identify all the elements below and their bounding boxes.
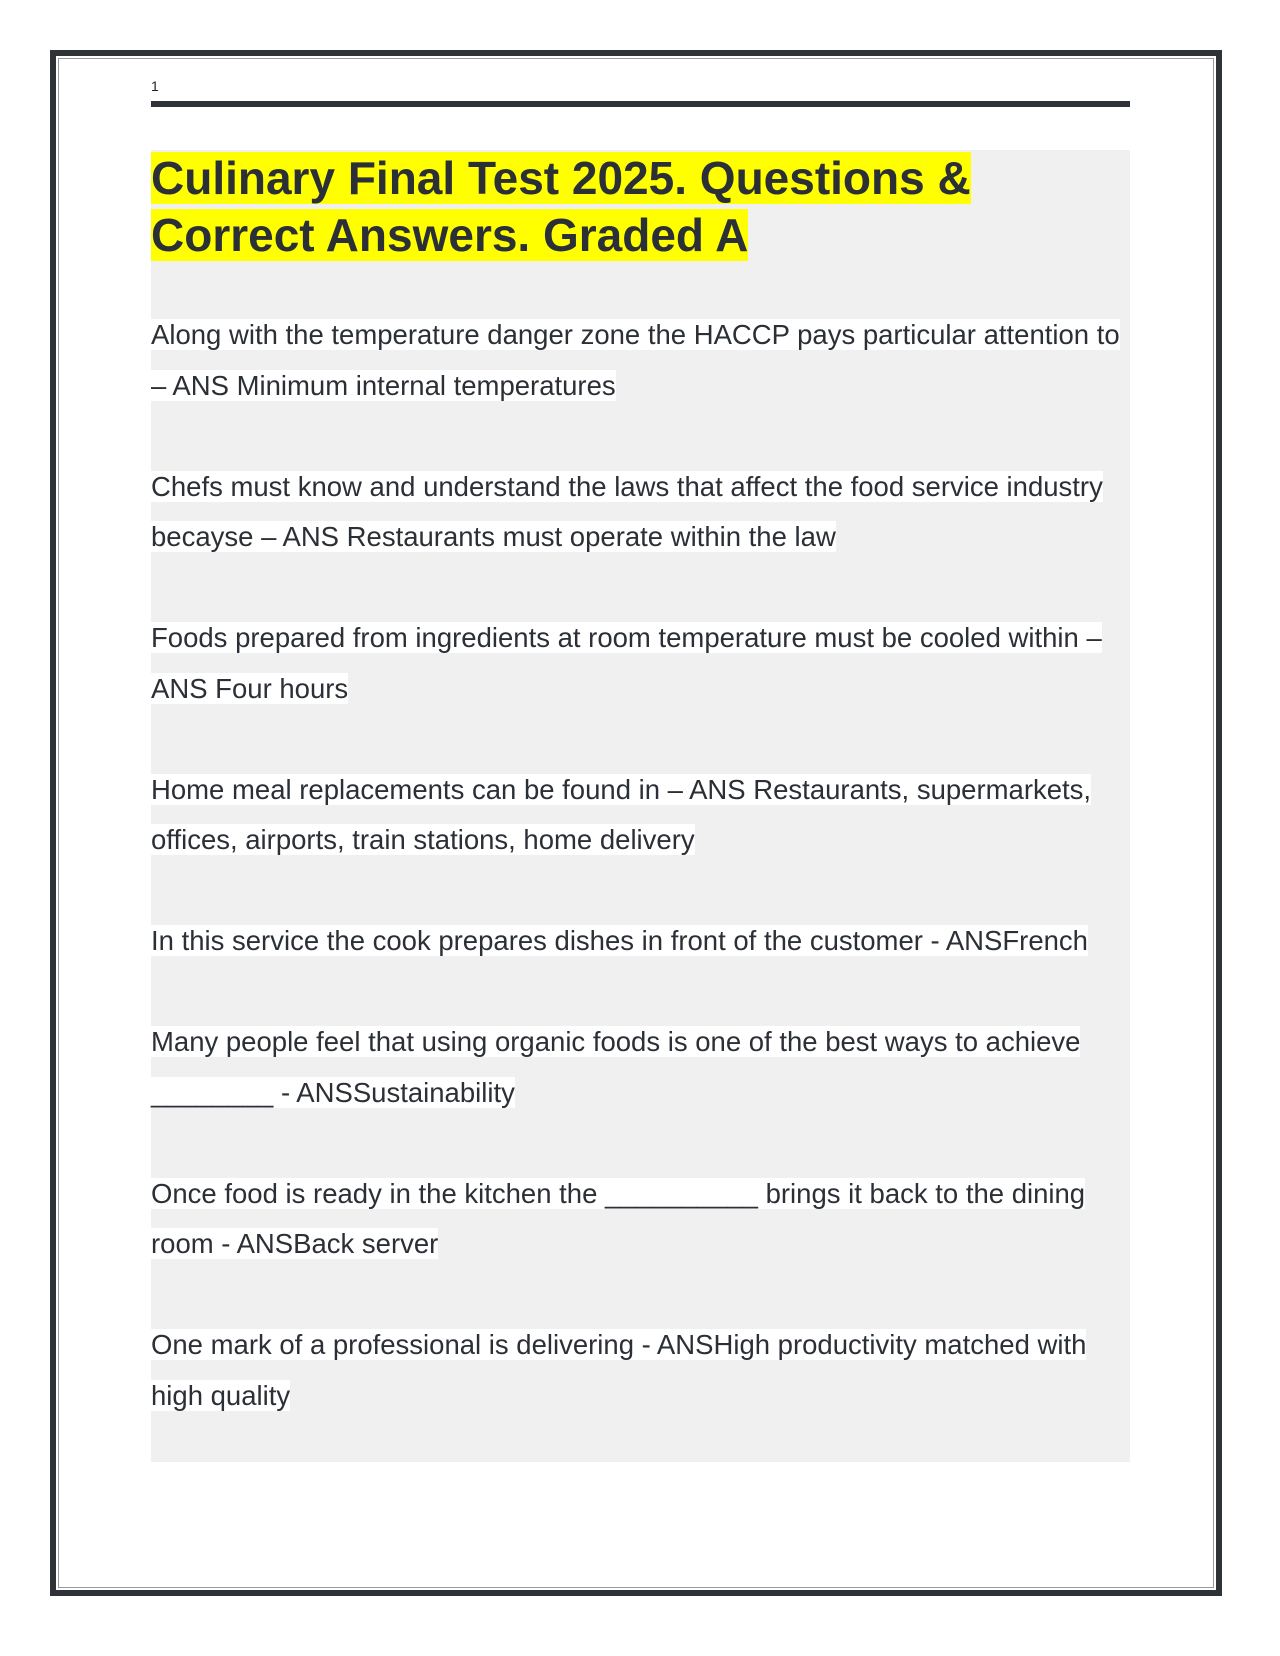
qa-text: Many people feel that using organic foods is one of the best ways to achieve ________ - ANSSustainability (151, 1026, 1081, 1108)
document-title-text: Culinary Final Test 2025. Questions & Correct Answers. Graded A (151, 152, 971, 261)
qa-text: In this service the cook prepares dishes in front of the customer - ANSFrench (151, 925, 1088, 956)
qa-item (151, 1169, 1130, 1270)
qa-item (151, 462, 1130, 563)
qa-text: Once food is ready in the kitchen the __________ brings it back to the dining room - ANSBack server (151, 1177, 1086, 1259)
qa-text: Along with the temperature danger zone the HACCP pays particular attention to – ANS Minimum internal temperatures (151, 319, 1120, 401)
qa-item (151, 310, 1130, 411)
document-title (151, 150, 1130, 264)
qa-item (151, 613, 1130, 714)
page-number: 1 (151, 78, 159, 94)
qa-text: Chefs must know and understand the laws that affect the food service industry becayse – ANS Restaurants must operate within the law (151, 470, 1103, 552)
header-rule (151, 101, 1130, 107)
qa-item (151, 1017, 1130, 1118)
qa-text: Foods prepared from ingredients at room temperature must be cooled within – ANS Four hours (151, 622, 1102, 704)
qa-item (151, 916, 1130, 967)
qa-list (151, 310, 1130, 1472)
qa-item (151, 765, 1130, 866)
qa-item (151, 1320, 1130, 1421)
qa-text: One mark of a professional is delivering - ANSHigh productivity matched with high quality (151, 1329, 1087, 1411)
qa-text: Home meal replacements can be found in – ANS Restaurants, supermarkets, offices, airports, train stations, home delivery (151, 773, 1092, 855)
